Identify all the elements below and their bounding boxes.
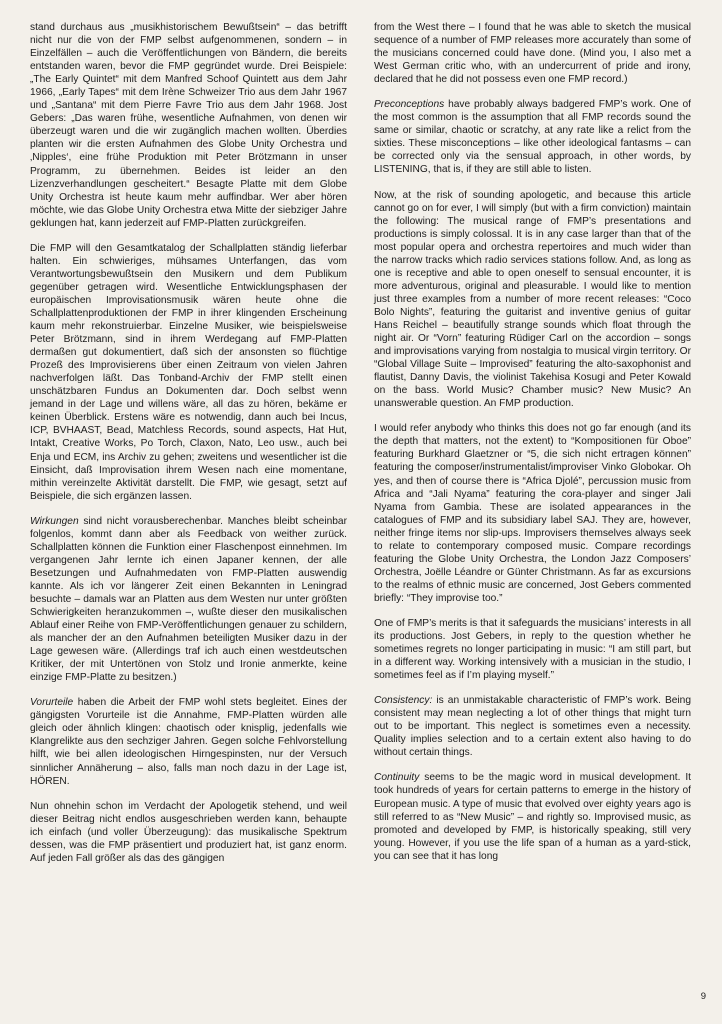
paragraph — [374, 189, 691, 411]
paragraph-text: One of FMP’s merits is that it safeguards the musicians’ interests in all its productions. Jost Gebers, in reply to the question whether he sometimes regrets no longer participating in music: “I am still part, but in a different way. Working intensively with a musician in the studio, I sometimes feel as if I’m playing myself.” — [374, 617, 691, 682]
paragraph — [374, 694, 691, 759]
paragraph-text: stand durchaus aus „musikhistorischem Bewußtsein“ – das betrifft nicht nur die von der FMP selbst aufgenommenen, sondern – in Einzelfällen – auch die Veröffentlichungen von Bändern, die bereits entstanden waren, bevor die FMP gegründet wurde. Drei Beispiele: „The Early Quintet“ mit dem Manfred Schoof Quintett aus dem Jahr 1966, „Early Tapes“ mit dem Irène Schweizer Trio aus dem Jahr 1967 und „Santana“ mit dem Pierre Favre Trio aus dem Jahr 1968. Jost Gebers: „Das waren frühe, wesentliche Aufnahmen, von denen wir überzeugt waren und die wir zugänglich machen wollten. Überdies planten wir die ersten Aufnahmen des Globe Unity Orchestra und ‚Nipples‘, eine frühe Produktion mit Peter Brötzmann in unser Programm, zu übernehmen. Beides ist leider an den Lizenzverhandlungen gescheitert.“ Besagte Platte mit dem Globe Unity Orchestra ist heute kaum mehr auffindbar. Wer aber hören möchte, wie das Globe Unity Orchestra etwa Mitte der siebziger Jahre geklungen hat, kann jederzeit auf FMP-Platten zurückgreifen. — [30, 22, 347, 229]
paragraph-lead-italic: Consistency: — [374, 695, 433, 707]
paragraph-text: from the West there – I found that he was able to sketch the musical sequence of a number of FMP releases more accurately than some of the musicians concerned could have done. (Mind you, I also met a West German critic who, with an undercurrent of pride and irony, declared that he did not possess even one FMP record.) — [374, 22, 691, 86]
paragraph-text: have probably always badgered FMP’s work. One of the most common is the assumption that all FMP records sound the same or similar, chaotic or scratchy, at any rate like a relict from the sixties. These misconceptions – like other ideological fantasms – can be corrected only via the sensual approach, in other words, by LISTENING, that is, if they are still able to listen. — [374, 99, 691, 176]
paragraph-text: Now, at the risk of sounding apologetic, and because this article cannot go on for ever, I will simply (but with a firm conviction) maintain the following: The musical range of FMP’s presentations and productions is simply colossal. It is in any case larger than that of the most popular opera and orchestra repertoires and much wider than the narrow tracks which radio services stations follow. And, as long as one is receptive and able to open oneself to sensual encounter, it is more adventurous, original and pleasurable. I would like to mention just three examples from a number of more recent releases: “Coco Bolo Nights”, featuring the guitarist and inventive genius of guitar Hans Reichel – beautifully strange sounds which float through the night air. Or “Vorn” featuring Rüdiger Carl on the accordion – songs and improvisations varying from nostalgia to musical virgin territory. Or “Global Village Suite – Improvised” featuring the alto-saxophonist and flautist, Danny Davis, the violinist Takehisa Kosugi and Peter Kowald on the bass. World Music? Chamber music? New Music? An unanswerable question. An FMP production. — [374, 189, 691, 410]
paragraph — [30, 515, 347, 685]
paragraph-text: is an unmistakable characteristic of FMP’s work. Being consistent may mean neglecting a lot of other things that might turn out to be important. This neglect is sometimes even a necessity. Quality implies selection and to a certain extent also having to do without certain things. — [374, 695, 691, 759]
paragraph-text: seems to be the magic word in musical development. It took hundreds of years for certain patterns to emerge in the history of European music. A type of music that evolved over eighty years ago is still referred to as “New Music” – and rightly so. Improvised music, as promoted and developed by FMP, is historically speaking, still very young. However, if you use the life span of a human as a yard-stick, you can see that it has long — [374, 772, 691, 862]
german-text-column — [30, 21, 347, 877]
paragraph — [374, 771, 691, 862]
paragraph-text: haben die Arbeit der FMP wohl stets begleitet. Eines der gängigsten Vorurteile ist die Annahme, FMP-Platten würden alle gleich oder ähnlich klingen: chaotisch oder knisplig, jedenfalls wie Klangrelikte aus den sechziger Jahren. Gegen solche Fehlvorstellung hilft, wie bei allen ideologischen Hirngespinsten, nur der Versuch sinnlicher Annäherung – also, falls man noch dazu in der Lage ist, HÖREN. — [30, 697, 347, 787]
paragraph — [30, 696, 347, 787]
paragraph-lead-italic: Preconceptions — [374, 99, 445, 111]
paragraph-lead-italic: Vorurteile — [30, 697, 74, 709]
paragraph — [374, 617, 691, 682]
page-number: 9 — [700, 991, 706, 1002]
paragraph — [374, 422, 691, 605]
paragraph-text: Nun ohnehin schon im Verdacht der Apologetik stehend, und weil dieser Beitrag nicht endlos ausgeschrieben werden kann, behaupte ich einfach (und voller Überzeugung): das musikalische Spektrum dessen, was die FMP präsentiert und produziert hat, ist ganz enorm. Auf jeden Fall größer als das des gängigen — [30, 800, 347, 864]
paragraph — [30, 800, 347, 865]
paragraph — [30, 21, 347, 230]
paragraph-lead-italic: Wirkungen — [30, 515, 79, 527]
paragraph — [30, 242, 347, 503]
paragraph-text: sind nicht vorausberechenbar. Manches bleibt scheinbar folgenlos, kommt dann aber als Feedback von weither zurück. Schallplatten können die Funktion einer Flaschenpost einnehmen. Im vergangenen Jahr lernte ich einen Japaner kennen, der alle Besetzungen und Aufnahmedaten von FMP-Platten auswendig kannte. Als ich vor längerer Zeit einen Bekannten in Leningrad besuchte – damals war an Platten aus dem Westen nur unter größten Schwierigkeiten heranzukommen –, wußte dieser den musikalischen Ablauf einer Reihe von FMP-Veröffentlichungen genauer zu schildern, als mancher der an den Aufnahmen beteiligten Musiker dazu in der Lage gewesen wäre. (Allerdings traf ich auch einen westdeutschen Kritiker, der mit Untertönen von Stolz und Ironie anmerkte, keine einzige FMP-Platte zu besitzen.) — [30, 515, 347, 684]
paragraph-text: I would refer anybody who thinks this does not go far enough (and its the depth that matters, not the extent) to “Kompositionen für Oboe” featuring Burkhard Glaetzner or “5, die sich nicht ertragen können” featuring the composer/instrumentalist/improviser Vinko Globokar. Oh yes, and then of course there is “Africa Djolé”, percussion music from Africa and “Jali Nyama” featuring the cora-player and singer Jali Nyama from Gambia. These are isolated appearances in the catalogues of FMP and its subsidiary label SAJ. They are, however, neither fringe items nor slip-ups. Improvisers themselves always seek to relate to contemporary composed music. Compare recordings featuring the Globe Unity Orchestra, the London Jazz Composers’ Orchestra, Joëlle Léandre or Günter Christmann. As far as excursions to the realms of ethnic music are concerned, Jost Gebers commented briefly: “They improvise too.” — [374, 423, 691, 604]
paragraph-lead-italic: Continuity — [374, 772, 420, 784]
paragraph-text: Die FMP will den Gesamtkatalog der Schallplatten ständig lieferbar halten. Ein schwieriges, mühsames Unterfangen, das vom Verantwortungsbewußtsein den Musikern und dem Publikum gegenüber getragen wird. Wesentliche Entwicklungsphasen der europäischen Improvisationsmusik wären heute ohne die Schallplattenproduktionen der FMP in ihrer klingenden Erscheinung kaum mehr rekonstruierbar. Einzelne Musiker, wie beispielsweise Peter Brötzmann, sind in ihrem Werdegang auf FMP-Platten dermaßen gut dokumentiert, daß sich der ansonsten so flüchtige Prozeß des Improvisierens über einen Zeitraum von vielen Jahren nachverfolgen läßt. Das Tonband-Archiv der FMP stellt einen unschätzbaren Fundus an Dokumenten dar. Doch selbst wenn jemand in der Lage und willens wäre, all das zu hören, bekäme er keinen Überblick. Erstens wäre es notwendig, dann auch bei Incus, ICP, BVHAAST, Bead, Matchless Records, sound aspects, Hat Hut, Intakt, Creative Works, Po Torch, Claxon, Nato, Leo usw., auch bei Enja und ECM, ins Archiv zu gehen; zweitens und wesentlicher ist die Einsicht, daß Improvisation ihrem Wesen nach eine momentane, mithin vereinzelte Aktivität darstellt. Die FMP, wie gesagt, setzt auf Beispiele, die sich ergänzen lassen. — [30, 242, 347, 502]
paragraph — [374, 98, 691, 176]
paragraph — [374, 21, 691, 86]
english-text-column — [374, 21, 691, 875]
